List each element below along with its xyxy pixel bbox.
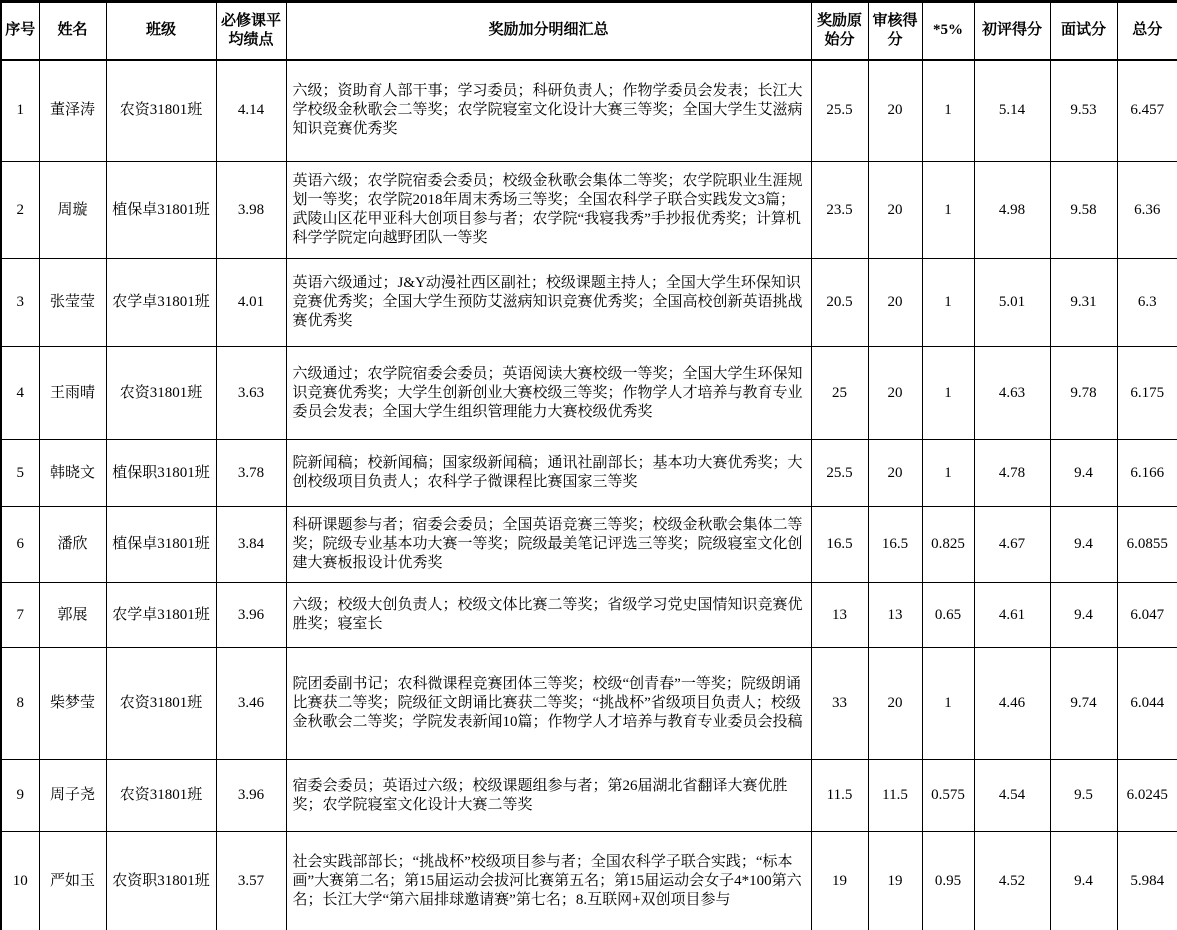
- cell-audit: 20: [868, 648, 922, 760]
- cell-gpa: 4.14: [216, 60, 286, 162]
- cell-initial: 5.01: [974, 259, 1050, 347]
- cell-class: 植保职31801班: [106, 440, 216, 507]
- cell-total: 6.0855: [1117, 507, 1177, 583]
- cell-index: 9: [1, 760, 39, 832]
- column-header-pct: *5%: [922, 2, 974, 60]
- cell-raw: 25.5: [811, 60, 868, 162]
- cell-interview: 9.58: [1050, 162, 1117, 259]
- column-header-name: 姓名: [39, 2, 106, 60]
- cell-total: 6.0245: [1117, 760, 1177, 832]
- cell-audit: 20: [868, 347, 922, 440]
- cell-gpa: 3.96: [216, 583, 286, 648]
- cell-class: 植保卓31801班: [106, 507, 216, 583]
- cell-gpa: 3.57: [216, 832, 286, 930]
- cell-class: 植保卓31801班: [106, 162, 216, 259]
- cell-details: 六级；校级大创负责人；校级文体比赛二等奖；省级学习党史国情知识竞赛优胜奖；寝室长: [286, 583, 811, 648]
- cell-interview: 9.53: [1050, 60, 1117, 162]
- cell-audit: 20: [868, 60, 922, 162]
- cell-audit: 11.5: [868, 760, 922, 832]
- cell-interview: 9.4: [1050, 440, 1117, 507]
- cell-raw: 25: [811, 347, 868, 440]
- cell-initial: 5.14: [974, 60, 1050, 162]
- cell-initial: 4.98: [974, 162, 1050, 259]
- cell-pct: 0.575: [922, 760, 974, 832]
- cell-details: 英语六级；农学院宿委会委员；校级金秋歌会集体二等奖；农学院职业生涯规划一等奖；农学院2018年周末秀场三等奖；全国农科学子联合实践发文3篇；武陵山区花甲亚科大创项目参与者；农学院“我寝我秀”手抄报优秀奖；计算机科学学院定向越野团队一等奖: [286, 162, 811, 259]
- cell-pct: 0.95: [922, 832, 974, 930]
- column-header-details: 奖励加分明细汇总: [286, 2, 811, 60]
- cell-interview: 9.4: [1050, 583, 1117, 648]
- cell-details: 六级；资助育人部干事；学习委员；科研负责人；作物学委员会发表；长江大学校级金秋歌会二等奖；农学院寝室文化设计大赛三等奖；全国大学生艾滋病知识竞赛优秀奖: [286, 60, 811, 162]
- table-row: [1, 832, 1177, 930]
- cell-total: 6.175: [1117, 347, 1177, 440]
- cell-pct: 0.65: [922, 583, 974, 648]
- cell-raw: 20.5: [811, 259, 868, 347]
- cell-raw: 33: [811, 648, 868, 760]
- table-row: [1, 440, 1177, 507]
- cell-audit: 19: [868, 832, 922, 930]
- cell-total: 6.047: [1117, 583, 1177, 648]
- cell-name: 张莹莹: [39, 259, 106, 347]
- cell-pct: 1: [922, 60, 974, 162]
- cell-details: 院团委副书记；农科微课程竞赛团体三等奖；校级“创青春”一等奖；院级朗诵比赛获二等奖；院级征文朗诵比赛获二等奖；“挑战杯”省级项目负责人；校级金秋歌会二等奖；学院发表新闻10篇；作物学人才培养与教育专业委员会投稿: [286, 648, 811, 760]
- cell-name: 周子尧: [39, 760, 106, 832]
- cell-total: 5.984: [1117, 832, 1177, 930]
- cell-class: 农资31801班: [106, 760, 216, 832]
- cell-name: 严如玉: [39, 832, 106, 930]
- cell-class: 农学卓31801班: [106, 583, 216, 648]
- cell-class: 农资31801班: [106, 60, 216, 162]
- cell-index: 4: [1, 347, 39, 440]
- table-row: [1, 583, 1177, 648]
- column-header-initial: 初评得分: [974, 2, 1050, 60]
- cell-pct: 1: [922, 440, 974, 507]
- cell-interview: 9.5: [1050, 760, 1117, 832]
- cell-raw: 13: [811, 583, 868, 648]
- cell-pct: 1: [922, 259, 974, 347]
- cell-audit: 16.5: [868, 507, 922, 583]
- cell-index: 1: [1, 60, 39, 162]
- table-row: [1, 507, 1177, 583]
- column-header-raw: 奖励原始分: [811, 2, 868, 60]
- cell-class: 农资31801班: [106, 347, 216, 440]
- cell-index: 2: [1, 162, 39, 259]
- table-row: [1, 60, 1177, 162]
- cell-gpa: 4.01: [216, 259, 286, 347]
- cell-details: 宿委会委员；英语过六级；校级课题组参与者；第26届湖北省翻译大赛优胜奖；农学院寝室文化设计大赛二等奖: [286, 760, 811, 832]
- column-header-total: 总分: [1117, 2, 1177, 60]
- table-row: [1, 648, 1177, 760]
- cell-pct: 1: [922, 648, 974, 760]
- cell-gpa: 3.78: [216, 440, 286, 507]
- cell-total: 6.044: [1117, 648, 1177, 760]
- header-row: [1, 2, 1177, 60]
- cell-name: 周璇: [39, 162, 106, 259]
- cell-details: 科研课题参与者；宿委会委员；全国英语竞赛三等奖；校级金秋歌会集体二等奖；院级专业基本功大赛一等奖；院级最美笔记评选三等奖；院级寝室文化创建大赛板报设计优秀奖: [286, 507, 811, 583]
- cell-initial: 4.46: [974, 648, 1050, 760]
- cell-gpa: 3.63: [216, 347, 286, 440]
- column-header-index: 序号: [1, 2, 39, 60]
- cell-gpa: 3.96: [216, 760, 286, 832]
- table-row: [1, 347, 1177, 440]
- cell-raw: 16.5: [811, 507, 868, 583]
- cell-interview: 9.74: [1050, 648, 1117, 760]
- cell-details: 社会实践部部长；“挑战杯”校级项目参与者；全国农科学子联合实践；“标本画”大赛第二名；第15届运动会拔河比赛第五名；第15届运动会女子4*100第六名；长江大学“第六届排球邀请赛”第七名；8.互联网+双创项目参与: [286, 832, 811, 930]
- cell-audit: 20: [868, 259, 922, 347]
- column-header-audit: 审核得分: [868, 2, 922, 60]
- cell-total: 6.36: [1117, 162, 1177, 259]
- cell-initial: 4.61: [974, 583, 1050, 648]
- cell-index: 10: [1, 832, 39, 930]
- cell-raw: 23.5: [811, 162, 868, 259]
- cell-index: 6: [1, 507, 39, 583]
- cell-name: 郭展: [39, 583, 106, 648]
- cell-name: 王雨晴: [39, 347, 106, 440]
- cell-pct: 1: [922, 162, 974, 259]
- cell-initial: 4.67: [974, 507, 1050, 583]
- cell-index: 7: [1, 583, 39, 648]
- cell-details: 院新闻稿；校新闻稿；国家级新闻稿；通讯社副部长；基本功大赛优秀奖；大创校级项目负责人；农科学子微课程比赛国家三等奖: [286, 440, 811, 507]
- cell-total: 6.3: [1117, 259, 1177, 347]
- cell-index: 8: [1, 648, 39, 760]
- cell-raw: 11.5: [811, 760, 868, 832]
- column-header-interview: 面试分: [1050, 2, 1117, 60]
- column-header-class: 班级: [106, 2, 216, 60]
- cell-name: 潘欣: [39, 507, 106, 583]
- cell-index: 3: [1, 259, 39, 347]
- table-row: [1, 760, 1177, 832]
- column-header-gpa: 必修课平均绩点: [216, 2, 286, 60]
- cell-name: 韩晓文: [39, 440, 106, 507]
- cell-raw: 25.5: [811, 440, 868, 507]
- cell-class: 农资31801班: [106, 648, 216, 760]
- cell-class: 农资职31801班: [106, 832, 216, 930]
- cell-class: 农学卓31801班: [106, 259, 216, 347]
- cell-name: 董泽涛: [39, 60, 106, 162]
- cell-pct: 1: [922, 347, 974, 440]
- cell-audit: 13: [868, 583, 922, 648]
- cell-audit: 20: [868, 440, 922, 507]
- cell-initial: 4.63: [974, 347, 1050, 440]
- cell-pct: 0.825: [922, 507, 974, 583]
- cell-initial: 4.52: [974, 832, 1050, 930]
- cell-gpa: 3.46: [216, 648, 286, 760]
- cell-name: 柴梦莹: [39, 648, 106, 760]
- cell-interview: 9.31: [1050, 259, 1117, 347]
- cell-details: 六级通过；农学院宿委会委员；英语阅读大赛校级一等奖；全国大学生环保知识竞赛优秀奖；大学生创新创业大赛校级三等奖；作物学人才培养与教育专业委员会发表；全国大学生组织管理能力大赛校级优秀奖: [286, 347, 811, 440]
- cell-gpa: 3.98: [216, 162, 286, 259]
- cell-initial: 4.78: [974, 440, 1050, 507]
- table-row: [1, 259, 1177, 347]
- cell-total: 6.166: [1117, 440, 1177, 507]
- cell-gpa: 3.84: [216, 507, 286, 583]
- cell-interview: 9.4: [1050, 507, 1117, 583]
- cell-interview: 9.78: [1050, 347, 1117, 440]
- cell-audit: 20: [868, 162, 922, 259]
- cell-total: 6.457: [1117, 60, 1177, 162]
- cell-raw: 19: [811, 832, 868, 930]
- cell-initial: 4.54: [974, 760, 1050, 832]
- cell-interview: 9.4: [1050, 832, 1117, 930]
- cell-details: 英语六级通过；J&Y动漫社西区副社；校级课题主持人；全国大学生环保知识竞赛优秀奖；全国大学生预防艾滋病知识竞赛优秀奖；全国高校创新英语挑战赛优秀奖: [286, 259, 811, 347]
- table-row: [1, 162, 1177, 259]
- table-body: [1, 60, 1177, 930]
- cell-index: 5: [1, 440, 39, 507]
